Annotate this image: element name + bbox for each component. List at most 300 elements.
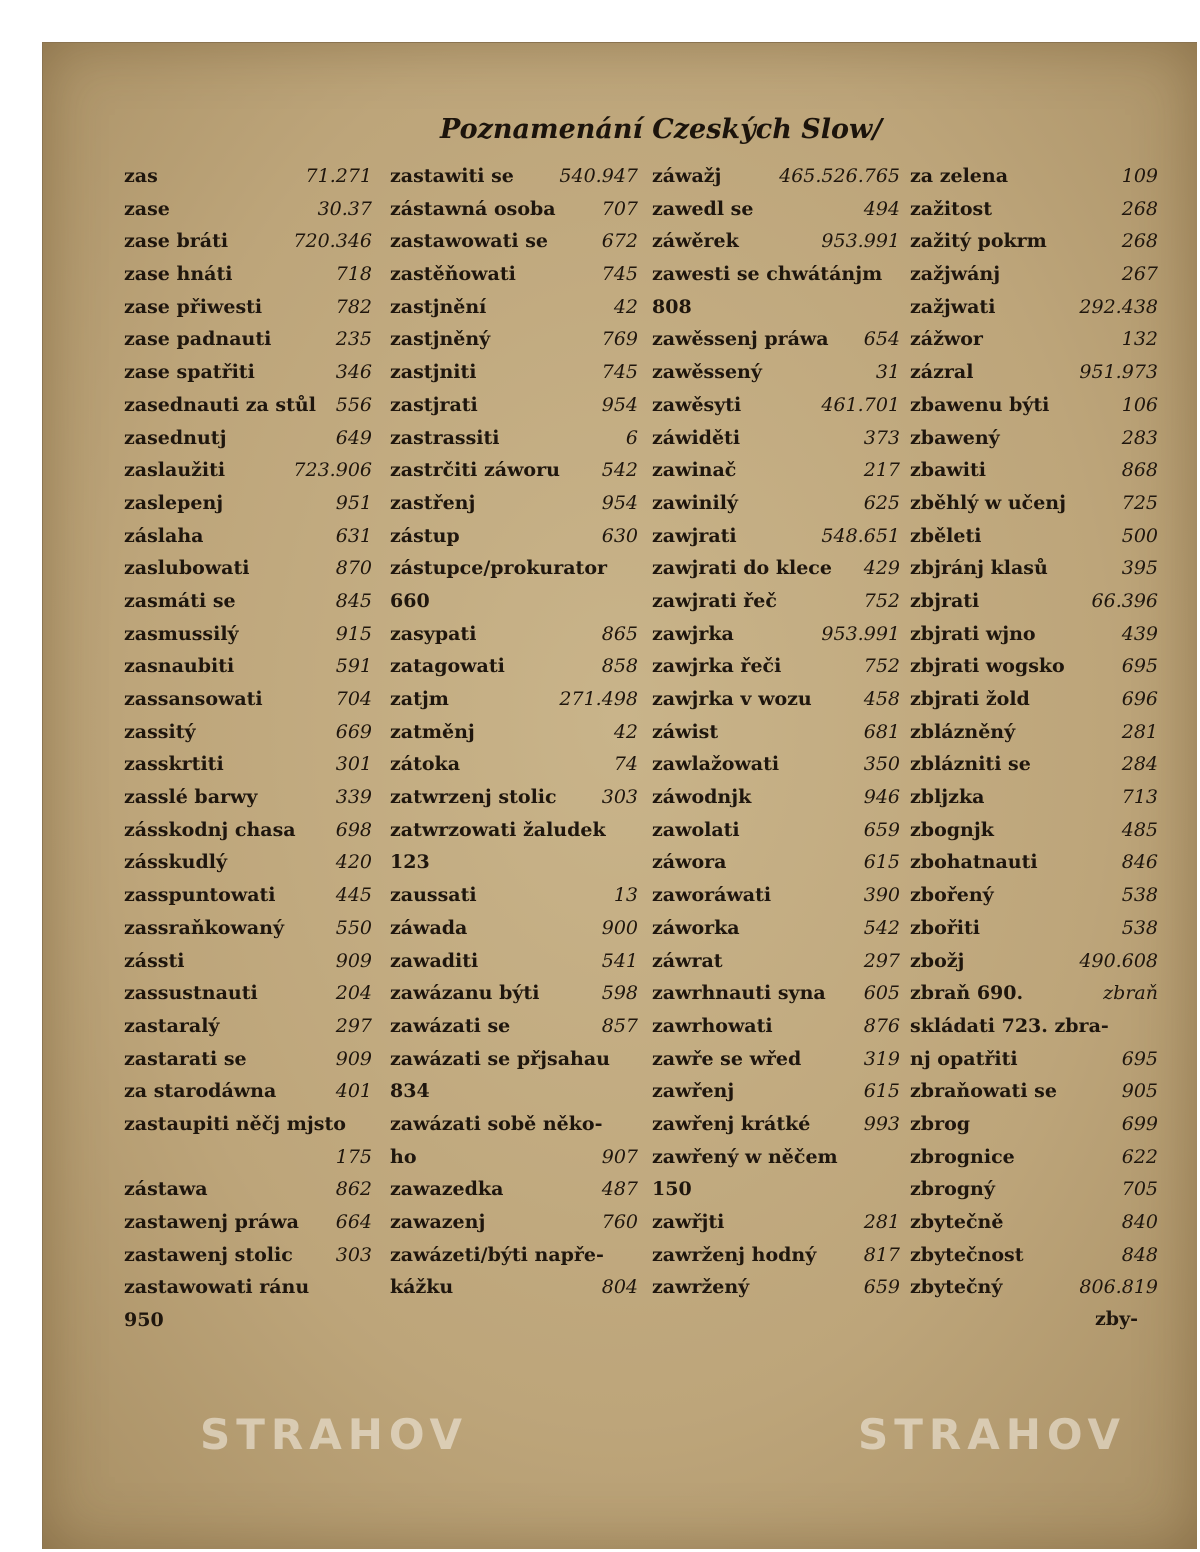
- index-entry: [124, 225, 372, 258]
- index-entry: [124, 1304, 372, 1337]
- index-entry: [390, 1010, 638, 1043]
- entry-word: zaslubowati: [124, 557, 250, 580]
- index-entry: [910, 1239, 1158, 1272]
- entry-pages: 760: [601, 1211, 638, 1233]
- entry-pages: 840: [1121, 1211, 1158, 1233]
- entry-word: zase přiwesti: [124, 295, 263, 318]
- index-entry: [124, 323, 372, 356]
- index-entry: [124, 454, 372, 487]
- index-entry: [910, 585, 1158, 618]
- entry-pages: 870: [335, 557, 372, 580]
- entry-word: zásskodnj chasa: [124, 818, 296, 841]
- index-entry: [390, 814, 638, 847]
- entry-pages: 695: [1121, 655, 1158, 678]
- entry-pages: zbraň: [1103, 982, 1158, 1005]
- entry-word: zastaralý: [124, 1014, 220, 1037]
- entry-word: zaworáwati: [652, 884, 772, 907]
- index-entry: [390, 422, 638, 455]
- entry-word: 660: [390, 589, 430, 612]
- entry-word: zasspuntowati: [124, 884, 276, 907]
- entry-pages: 615: [863, 1080, 900, 1103]
- entry-pages: 401: [335, 1080, 372, 1103]
- entry-word: zassraňkowaný: [124, 916, 284, 939]
- entry-word: zažjwati: [910, 295, 996, 318]
- index-entry: [390, 748, 638, 781]
- entry-word: nj opatřiti: [910, 1047, 1018, 1070]
- entry-word: zawázati se: [390, 1014, 511, 1037]
- entry-pages: 857: [601, 1014, 638, 1037]
- index-entry: [390, 1206, 638, 1239]
- entry-pages: 538: [1121, 916, 1158, 939]
- entry-word: zasypati: [390, 622, 477, 645]
- index-entry: [910, 291, 1158, 324]
- index-entry: [910, 422, 1158, 455]
- entry-word: zastarati se: [124, 1047, 247, 1070]
- entry-pages: 556: [335, 393, 372, 416]
- entry-pages: 699: [1121, 1112, 1158, 1135]
- index-entry: [910, 487, 1158, 520]
- entry-pages: 284: [1121, 753, 1158, 776]
- entry-pages: 71.271: [305, 165, 372, 187]
- entry-word: záwada: [390, 916, 468, 939]
- entry-pages: 865: [601, 622, 638, 645]
- index-entry: [124, 912, 372, 945]
- index-entry: [910, 977, 1158, 1010]
- index-entry: [910, 258, 1158, 291]
- entry-pages: 695: [1121, 1047, 1158, 1070]
- index-entry: [124, 650, 372, 683]
- entry-pages: 598: [601, 982, 638, 1005]
- entry-word: zawázeti/býti napře-: [390, 1243, 604, 1266]
- index-entry: [910, 1141, 1158, 1174]
- index-entry: [390, 552, 638, 585]
- entry-pages: 769: [601, 328, 638, 351]
- entry-pages: 541: [601, 949, 638, 972]
- entry-pages: 954: [601, 393, 638, 416]
- index-entry: [910, 912, 1158, 945]
- index-entry: [652, 422, 900, 455]
- entry-pages: 548.651: [821, 524, 900, 547]
- entry-pages: 848: [1121, 1243, 1158, 1266]
- entry-word: zawrhnauti syna: [652, 982, 826, 1005]
- entry-pages: 109: [1121, 165, 1158, 187]
- index-entry: [124, 585, 372, 618]
- entry-word: zasednutj: [124, 426, 227, 449]
- index-entry: [390, 291, 638, 324]
- entry-pages: 720.346: [293, 230, 372, 253]
- entry-pages: 622: [1121, 1145, 1158, 1168]
- entry-pages: 745: [601, 361, 638, 384]
- entry-pages: 649: [335, 426, 372, 449]
- entry-word: zatjm: [390, 688, 449, 710]
- index-entry: [652, 323, 900, 356]
- entry-word: záwodnjk: [652, 786, 752, 809]
- index-entry: [910, 193, 1158, 226]
- entry-word: zbljzka: [910, 786, 985, 809]
- entry-pages: 292.438: [1079, 295, 1158, 318]
- entry-word: zažjwánj: [910, 263, 1001, 286]
- entry-pages: 217: [863, 459, 900, 482]
- entry-word: zbytečně: [910, 1211, 1004, 1233]
- index-entry: [124, 422, 372, 455]
- entry-pages: 297: [863, 949, 900, 972]
- entry-pages: 806.819: [1079, 1276, 1158, 1299]
- entry-word: skládati 723. zbra-: [910, 1014, 1109, 1037]
- entry-word: zase: [124, 197, 170, 220]
- entry-word: zastřenj: [390, 491, 476, 514]
- entry-word: zastawowati se: [390, 230, 548, 253]
- entry-pages: 907: [601, 1145, 638, 1168]
- entry-pages: 804: [601, 1276, 638, 1299]
- entry-pages: 698: [335, 818, 372, 841]
- entry-word: zbawenu býti: [910, 393, 1050, 416]
- index-entry: [124, 291, 372, 324]
- index-entry: [124, 879, 372, 912]
- entry-word: zástawná osoba: [390, 197, 556, 220]
- entry-pages: 31: [875, 361, 900, 384]
- entry-word: záwiděti: [652, 426, 741, 449]
- index-entry: [124, 1271, 372, 1304]
- index-entry: [652, 1271, 900, 1304]
- entry-pages: 458: [863, 688, 900, 710]
- entry-pages: 494: [863, 197, 900, 220]
- entry-pages: 951.973: [1079, 361, 1158, 384]
- entry-pages: 817: [863, 1243, 900, 1266]
- entry-word: zawřený w něčem: [652, 1145, 838, 1168]
- entry-word: záwist: [652, 720, 719, 743]
- index-entry: [652, 1010, 900, 1043]
- index-entry: [390, 389, 638, 422]
- entry-word: zástawa: [124, 1178, 208, 1201]
- entry-word: zbognjk: [910, 818, 994, 841]
- entry-pages: 696: [1121, 688, 1158, 710]
- entry-word: zawinač: [652, 459, 737, 482]
- entry-pages: 490.608: [1079, 949, 1158, 972]
- entry-word: za starodáwna: [124, 1080, 277, 1103]
- entry-word: zbrognice: [910, 1145, 1015, 1168]
- entry-pages: 540.947: [559, 165, 638, 187]
- entry-pages: 745: [601, 263, 638, 286]
- entry-word: zawázati sobě něko-: [390, 1112, 603, 1135]
- index-entry: [652, 389, 900, 422]
- entry-pages: 752: [863, 589, 900, 612]
- entry-word: zbawiti: [910, 459, 986, 482]
- entry-pages: 605: [863, 982, 900, 1005]
- index-entry: [124, 193, 372, 226]
- index-entry: [652, 356, 900, 389]
- entry-pages: 66.396: [1091, 589, 1158, 612]
- entry-pages: 669: [335, 720, 372, 743]
- entry-word: zawjrka řeči: [652, 655, 782, 678]
- index-entry: [652, 814, 900, 847]
- index-entry: [652, 977, 900, 1010]
- index-entry: [390, 846, 638, 879]
- entry-word: zawjrati do klece: [652, 557, 832, 580]
- entry-pages: 204: [335, 982, 372, 1005]
- entry-word: zaussati: [390, 884, 477, 907]
- entry-pages: 106: [1121, 393, 1158, 416]
- index-entry: [652, 1108, 900, 1141]
- entry-pages: 132: [1121, 328, 1158, 351]
- entry-pages: 268: [1121, 230, 1158, 253]
- index-entry: [910, 225, 1158, 258]
- entry-word: zawěssený: [652, 361, 762, 384]
- entry-word: zawjrati: [652, 524, 737, 547]
- index-entry: [652, 258, 900, 291]
- index-entry: [910, 879, 1158, 912]
- entry-pages: 909: [335, 949, 372, 972]
- index-entry: [652, 193, 900, 226]
- entry-word: zbytečný: [910, 1276, 1003, 1299]
- entry-word: zaslaužiti: [124, 459, 226, 482]
- index-entry: [652, 1173, 900, 1206]
- entry-pages: 303: [335, 1243, 372, 1266]
- entry-pages: 395: [1121, 557, 1158, 580]
- entry-word: záwrat: [652, 949, 723, 972]
- entry-pages: 946: [863, 786, 900, 809]
- entry-word: zbožj: [910, 949, 965, 972]
- index-entry: [652, 912, 900, 945]
- entry-pages: 862: [335, 1178, 372, 1201]
- index-entry: [124, 683, 372, 716]
- entry-pages: 268: [1121, 197, 1158, 220]
- entry-word: zawaditi: [390, 949, 479, 972]
- index-entry: [910, 552, 1158, 585]
- index-entry: [652, 1206, 900, 1239]
- index-entry: [910, 1010, 1158, 1043]
- entry-word: zawrhowati: [652, 1014, 773, 1037]
- index-entry: [910, 1173, 1158, 1206]
- index-entry: [390, 1239, 638, 1272]
- entry-pages: 953.991: [821, 622, 900, 645]
- entry-pages: 723.906: [293, 459, 372, 482]
- entry-word: zastjniti: [390, 361, 477, 384]
- index-entry: [390, 618, 638, 651]
- index-entry: [124, 160, 372, 193]
- entry-word: zas: [124, 165, 158, 187]
- entry-word: záwažj: [652, 165, 722, 187]
- index-entry: [910, 846, 1158, 879]
- entry-pages: 235: [335, 328, 372, 351]
- entry-pages: 905: [1121, 1080, 1158, 1103]
- index-entry: [652, 160, 900, 193]
- index-entry: [652, 552, 900, 585]
- entry-word: zástupce/prokurator: [390, 557, 607, 580]
- entry-pages: 915: [335, 622, 372, 645]
- index-entry: [652, 781, 900, 814]
- entry-word: zawázati se přjsahau: [390, 1047, 610, 1070]
- entry-word: zawlažowati: [652, 753, 780, 776]
- entry-word: zbjránj klasů: [910, 557, 1048, 580]
- entry-word: 123: [390, 851, 430, 874]
- entry-pages: 631: [335, 524, 372, 547]
- entry-word: zblázněný: [910, 720, 1016, 743]
- entry-pages: 876: [863, 1014, 900, 1037]
- index-entry: [390, 1108, 638, 1141]
- index-entry: [652, 879, 900, 912]
- entry-word: záwěrek: [652, 230, 739, 253]
- index-entry: [124, 1075, 372, 1108]
- entry-word: zassansowati: [124, 688, 263, 710]
- entry-word: zawrženj hodný: [652, 1243, 817, 1266]
- entry-word: zawřjti: [652, 1211, 725, 1233]
- index-entry: [910, 520, 1158, 553]
- entry-word: zatagowati: [390, 655, 505, 678]
- index-entry: [652, 1141, 900, 1174]
- index-entry: [124, 487, 372, 520]
- entry-pages: 625: [863, 491, 900, 514]
- entry-pages: 267: [1121, 263, 1158, 286]
- entry-word: zbjrati wjno: [910, 622, 1036, 645]
- entry-pages: 429: [863, 557, 900, 580]
- entry-word: zassustnauti: [124, 982, 258, 1005]
- index-entry: [390, 1271, 638, 1304]
- index-entry: [652, 1075, 900, 1108]
- entry-pages: 659: [863, 818, 900, 841]
- index-entry: [652, 520, 900, 553]
- index-entry: [390, 193, 638, 226]
- entry-pages: 725: [1121, 491, 1158, 514]
- entry-word: zastawenj stolic: [124, 1243, 293, 1266]
- entry-word: zastěňowati: [390, 263, 516, 286]
- index-entry: [124, 258, 372, 291]
- entry-word: zbawený: [910, 426, 1000, 449]
- index-entry: [390, 945, 638, 978]
- index-entry: [652, 585, 900, 618]
- entry-word: zase spatřiti: [124, 361, 255, 384]
- entry-pages: 465.526.765: [779, 165, 900, 187]
- entry-word: záworka: [652, 916, 740, 939]
- entry-word: zasmáti se: [124, 589, 236, 612]
- entry-pages: 909: [335, 1047, 372, 1070]
- entry-word: zbořiti: [910, 916, 980, 939]
- entry-word: ho: [390, 1145, 417, 1168]
- entry-word: zase bráti: [124, 230, 229, 253]
- entry-pages: 346: [335, 361, 372, 384]
- entry-pages: 681: [863, 720, 900, 743]
- entry-word: zbraň 690.: [910, 982, 1024, 1005]
- entry-pages: 271.498: [559, 688, 638, 710]
- entry-word: zawjrati řeč: [652, 589, 777, 612]
- entry-word: zawřenj: [652, 1080, 735, 1103]
- index-entry: [124, 1141, 372, 1174]
- index-entry: [124, 1043, 372, 1076]
- entry-pages: 954: [601, 491, 638, 514]
- index-entry: [124, 1239, 372, 1272]
- entry-word: 150: [652, 1178, 692, 1201]
- entry-pages: 301: [335, 753, 372, 776]
- index-entry: [652, 650, 900, 683]
- entry-pages: 439: [1121, 622, 1158, 645]
- entry-pages: 591: [335, 655, 372, 678]
- entry-pages: 707: [601, 197, 638, 220]
- index-column-3: [652, 160, 900, 1304]
- index-entry: [910, 1271, 1158, 1304]
- watermark-left: STRAHOV: [200, 1410, 468, 1459]
- entry-pages: 868: [1121, 459, 1158, 482]
- index-entry: [390, 1075, 638, 1108]
- entry-pages: 858: [601, 655, 638, 678]
- entry-word: zastawowati ránu: [124, 1276, 310, 1299]
- index-entry: [910, 781, 1158, 814]
- entry-pages: 672: [601, 230, 638, 253]
- index-entry: [652, 454, 900, 487]
- index-entry: [910, 356, 1158, 389]
- index-entry: [910, 389, 1158, 422]
- entry-pages: 42: [613, 295, 638, 318]
- entry-word: zbjrati žold: [910, 688, 1030, 710]
- entry-pages: 319: [863, 1047, 900, 1070]
- index-entry: [652, 618, 900, 651]
- index-entry: [910, 618, 1158, 651]
- entry-pages: 846: [1121, 851, 1158, 874]
- entry-pages: 704: [335, 688, 372, 710]
- entry-word: zawázanu býti: [390, 982, 540, 1005]
- index-entry: [390, 520, 638, 553]
- entry-word: zažitost: [910, 197, 993, 220]
- entry-pages: 713: [1121, 786, 1158, 809]
- entry-pages: 953.991: [821, 230, 900, 253]
- entry-word: zastjnění: [390, 295, 487, 318]
- index-entry: [124, 781, 372, 814]
- entry-word: zassitý: [124, 720, 196, 743]
- index-entry: [124, 814, 372, 847]
- index-entry: [390, 650, 638, 683]
- index-entry: [124, 1173, 372, 1206]
- index-entry: [124, 618, 372, 651]
- entry-word: zblázniti se: [910, 753, 1031, 776]
- entry-pages: 13: [613, 884, 638, 907]
- entry-word: zbořený: [910, 884, 994, 907]
- entry-word: zawinilý: [652, 491, 738, 514]
- entry-pages: 6: [625, 426, 638, 449]
- index-entry: [124, 552, 372, 585]
- entry-pages: 373: [863, 426, 900, 449]
- entry-word: zběleti: [910, 524, 982, 547]
- index-entry: [124, 389, 372, 422]
- index-entry: [910, 814, 1158, 847]
- entry-word: zasednauti za stůl: [124, 393, 316, 416]
- index-entry: [390, 356, 638, 389]
- entry-word: 808: [652, 295, 692, 318]
- entry-word: zasnaubiti: [124, 655, 235, 678]
- entry-pages: 390: [863, 884, 900, 907]
- index-entry: [910, 748, 1158, 781]
- entry-pages: 630: [601, 524, 638, 547]
- entry-word: zássti: [124, 949, 185, 972]
- entry-word: zatwrzenj stolic: [390, 786, 557, 809]
- entry-word: kážku: [390, 1276, 454, 1299]
- index-entry: [390, 879, 638, 912]
- index-entry: [390, 781, 638, 814]
- entry-word: zásskudlý: [124, 851, 228, 874]
- index-entry: [124, 716, 372, 749]
- entry-word: zatwrzowati žaludek: [390, 818, 606, 841]
- index-column-2: [390, 160, 638, 1304]
- index-entry: [124, 356, 372, 389]
- entry-pages: 900: [601, 916, 638, 939]
- entry-word: zasmussilý: [124, 622, 239, 645]
- entry-word: 950: [124, 1309, 164, 1332]
- entry-word: zastaupiti něčj mjsto: [124, 1112, 346, 1135]
- entry-pages: 487: [601, 1178, 638, 1201]
- index-entry: [652, 716, 900, 749]
- entry-word: zbrog: [910, 1112, 971, 1135]
- entry-word: zawěsyti: [652, 393, 742, 416]
- entry-word: zawolati: [652, 818, 740, 841]
- entry-word: zawazenj: [390, 1211, 486, 1233]
- entry-pages: 30.37: [317, 197, 372, 220]
